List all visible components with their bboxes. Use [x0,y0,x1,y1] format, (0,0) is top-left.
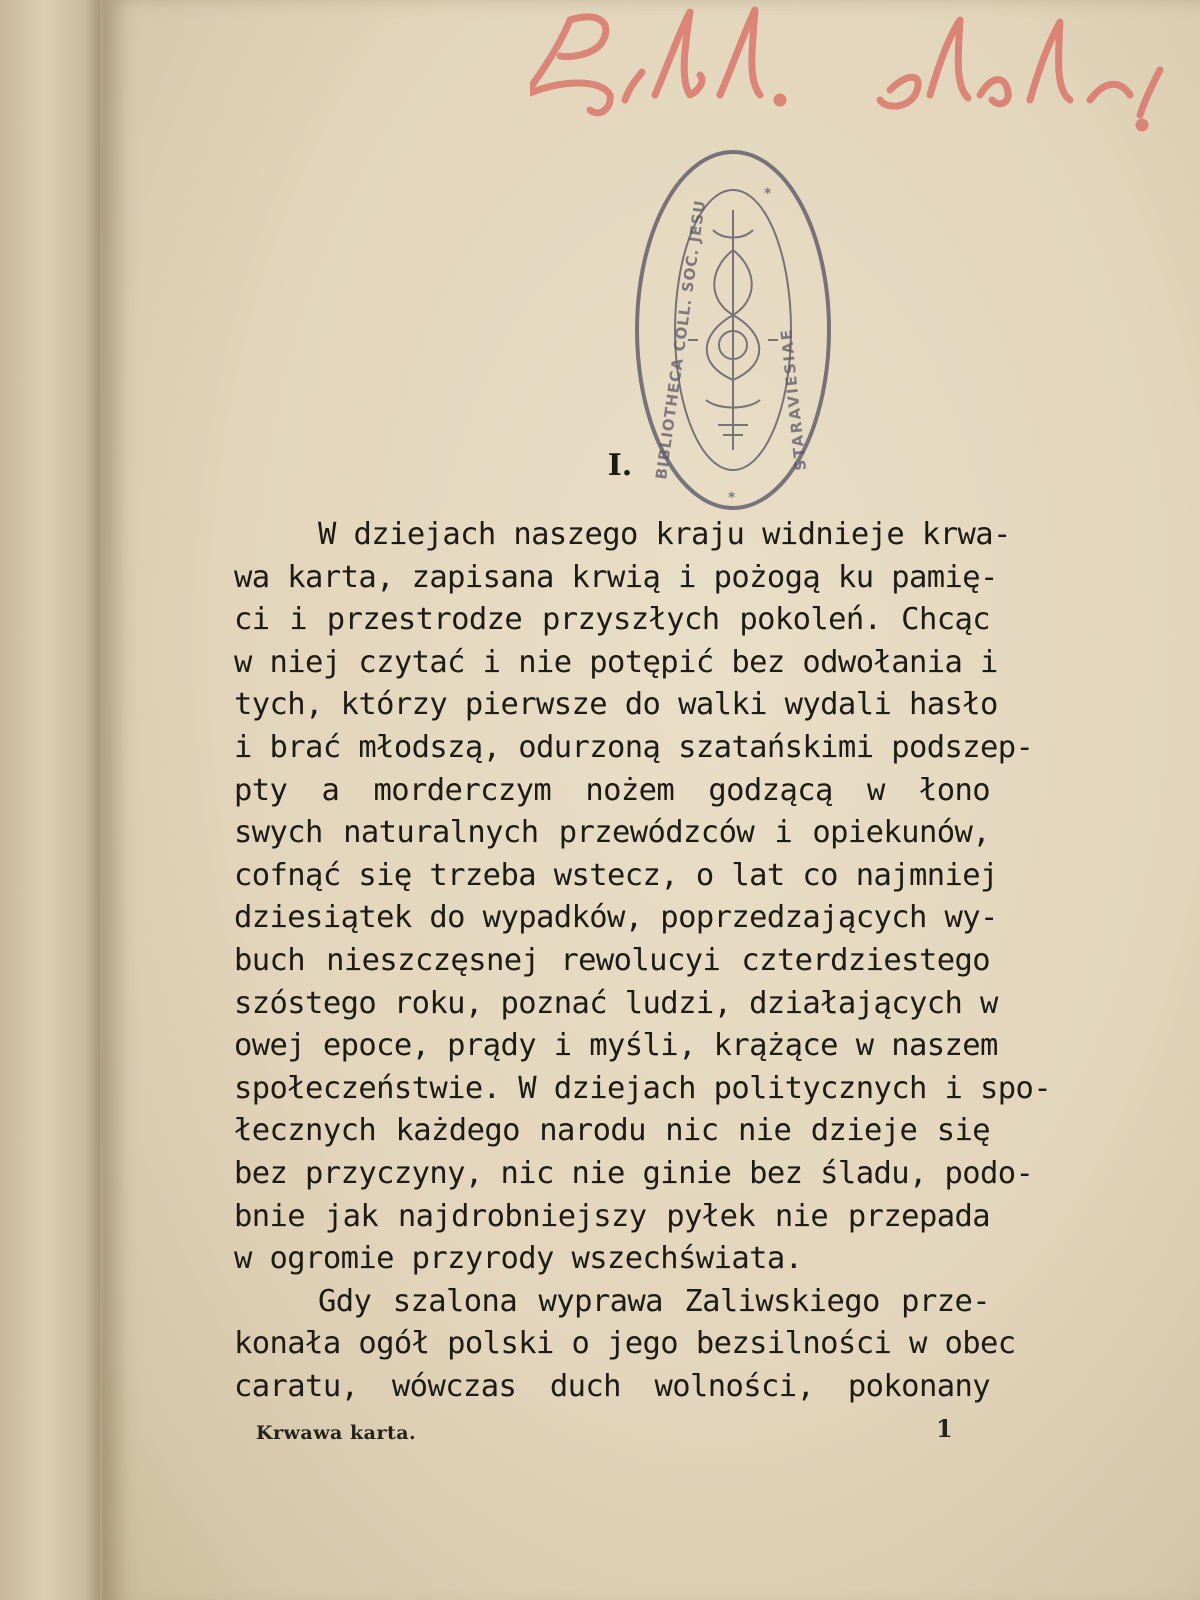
text-line: dziesiątek do wypadków, poprzedzających wy- [234,900,998,936]
text-line: wa karta, zapisana krwią i pożogą ku pamię- [234,559,998,595]
text-line: cofnąć się trzeba wstecz, o lat co najmniej [234,857,998,893]
page-number: 1 [936,1414,953,1443]
text-line: szóstego roku, poznać ludzi, działających w [234,985,998,1021]
text-line: w niej czytać i nie potępić bez odwołania i [234,644,998,680]
svg-text:BIBLIOTHECA COLL. SOC. JESU: BIBLIOTHECA COLL. SOC. JESU [652,198,710,481]
text-line: W dziejach naszego kraju widnieje krwa- [318,517,1011,552]
chapter-heading: I. [607,448,633,483]
svg-text:*: * [728,490,736,506]
handwritten-signature [530,0,1170,150]
text-line: caratu, wówczas duch wolności, pokonany [234,1368,990,1404]
running-footer-title: Krwawa karta. [256,1422,417,1444]
text-line: bnie jak najdrobniejszy pyłek nie przepada [234,1198,990,1234]
left-page-edge [0,0,100,1600]
text-line: buch nieszczęsnej rewolucyi czterdziestego [234,942,990,978]
text-line: łecznych każdego narodu nic nie dzieje się [234,1113,990,1149]
text-line: w ogromie przyrody wszechświata. [234,1241,803,1277]
svg-text:STARAVIESIAE: STARAVIESIAE [777,327,810,472]
svg-text:*: * [764,186,772,202]
text-line: tych, którzy pierwsze do walki wydali hasło [234,687,998,723]
text-line: konała ogół polski o jego bezsilności w obec [234,1326,1016,1362]
text-line: ci i przestrodze przyszłych pokoleń. Chcąc [234,602,990,638]
body-text [234,514,1052,1408]
paragraph-2 [234,1281,1016,1409]
text-line: Gdy szalona wyprawa Zaliwskiego prze- [318,1283,990,1319]
text-line: pty a morderczym nożem godzącą w łono [234,772,990,808]
text-line: swych naturalnych przewódzców i opiekunów, [234,815,990,851]
text-line: społeczeństwie. W dziejach politycznych i spo- [234,1070,1052,1106]
text-line: bez przyczyny, nic nie ginie bez śladu, podo- [234,1155,1034,1191]
text-line: i brać młodszą, odurzoną szatańskimi podszep- [234,729,1034,765]
paragraph-1 [234,514,1052,1281]
text-line: owej epoce, prądy i myśli, krążące w naszem [234,1028,998,1064]
